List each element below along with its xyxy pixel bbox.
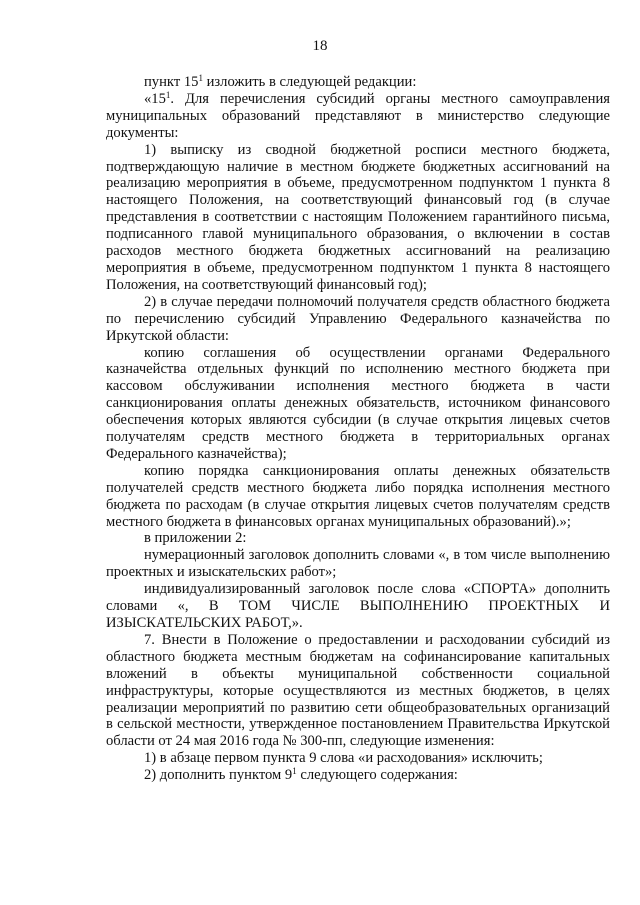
paragraph-procedure-copy: копию порядка санкционирования оплаты денежных обязательств получателей средств местного бюджета либо порядка исполнения местного бюджета по расходам (в случае открытия лицевых счетов получателям средств местного бюджета в финансовых органах муниципальных образований).»; (106, 462, 610, 530)
paragraph-individual-heading: индивидуализированный заголовок после слова «СПОРТА» дополнить словами «, В ТОМ ЧИСЛЕ ВЫПОЛНЕНИЮ ПРОЕКТНЫХ И ИЗЫСКАТЕЛЬСКИХ РАБОТ,». (106, 581, 610, 631)
paragraph-sub-1: 1) в абзаце первом пункта 9 слова «и расходования» исключить; (144, 750, 543, 767)
paragraph-agreement-copy: копию соглашения об осуществлении органами Федерального казначейства отдельных функций по исполнению местного бюджета при кассовом обслуживании исполнения местного бюджета в части санкционирования оплаты денежных обязательств, источником финансового обеспечения которых являются субсидии (в случае открытия лицевых счетов получателям средств местного бюджета в территориальных органах Федерального казначейства); (106, 344, 610, 462)
document-body (106, 74, 610, 784)
paragraph-numbered-heading: нумерационный заголовок дополнить словами «, в том числе выполнению проектных и изыскательских работ»; (106, 547, 610, 581)
paragraph-item-7: 7. Внести в Положение о предоставлении и расходовании субсидий из областного бюджета местным бюджетам на софинансирование капитальных вложений в объекты муниципальной собственности социальной инфраструктуры, которые осуществляются из местных бюджетов, в целях реализации мероприятий по развитию сети общеобразовательных организаций в сельской местности, утвержденное постановлением Правительства Иркутской области от 24 мая 2016 года № 300-пп, следующие изменения: (106, 631, 610, 750)
paragraph-15-1-intro: «$15^1$. Для перечисления субсидий органы местного самоуправления муниципальных образований представляют в министерство следующие документы: (106, 89, 610, 141)
paragraph-item-1: 1) выписку из сводной бюджетной росписи местного бюджета, подтверждающую наличие в местном бюджете бюджетных ассигнований на реализацию мероприятия в объеме, предусмотренном подпунктом 1 пункта 8 настоящего Положения, на соответствующий финансовый год (в случае представления в соответствии с настоящим Положением гарантийного письма, подписанного главой муниципального образования, о включении в состав расходов местного бюджета бюджетных ассигнований на реализацию мероприятия в объеме, предусмотренном подпунктом 1 пункта 8 настоящего Положения, на соответствующий финансовый год); (106, 141, 610, 293)
page-number: 18 (312, 38, 328, 54)
paragraph-item-2: 2) в случае передачи полномочий получателя средств областного бюджета по перечислению субсидий Управлению Федерального казначейства по Иркутской области: (106, 293, 610, 344)
paragraph-amend-15-1: пункт $15^1$ изложить в следующей редакции: (144, 73, 417, 90)
paragraph-appendix-2: в приложении 2: (144, 530, 247, 547)
paragraph-sub-2: 2) дополнить пунктом $9^1$ следующего содержания: (144, 766, 458, 784)
